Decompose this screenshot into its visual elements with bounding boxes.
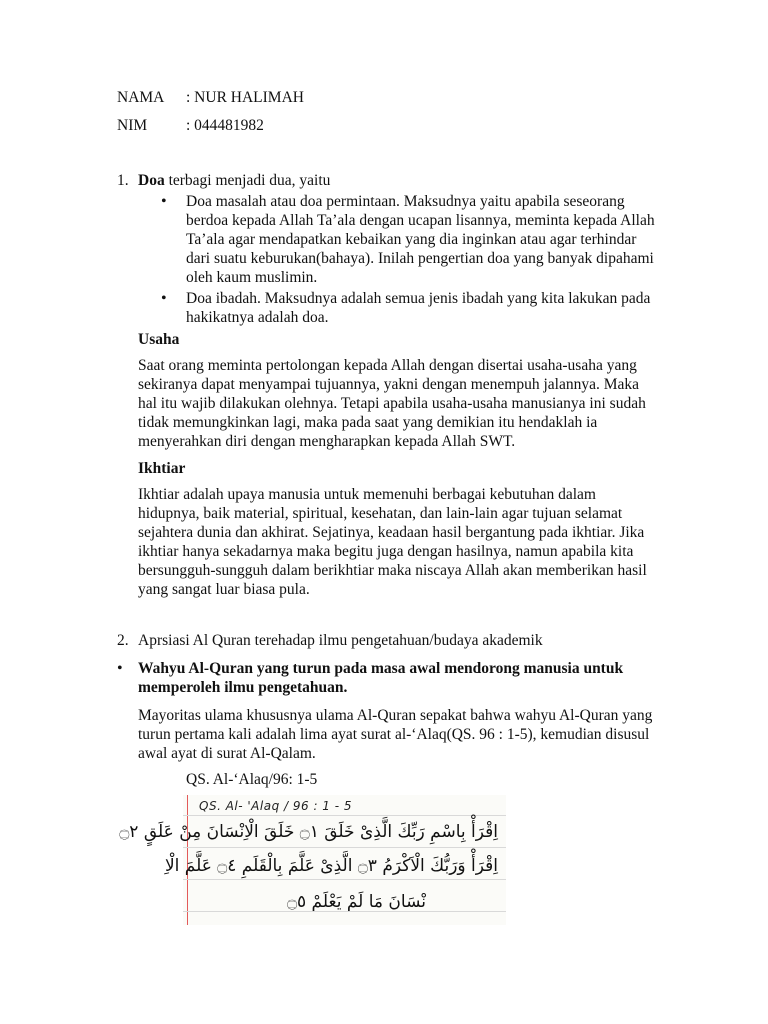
doa-bullet-ibadah: • Doa ibadah. Maksudnya adalah semua jenis ibadah yang kita lakukan pada hakikatnya adalah doa. — [186, 289, 656, 327]
handwritten-line-3: نْسَانَ مَا لَمْ يَعْلَمْ ۝٥ — [287, 892, 426, 912]
handwritten-line-1: اِقْرَأْ بِاسْمِ رَبِّكَ الَّذِىْ خَلَقَ ۝١ خَلَقَ الْاِنْسَانَ مِنْ عَلَقٍ ۝٢ — [119, 822, 498, 842]
handwritten-title: QS. Al- 'Alaq / 96 : 1 - 5 — [199, 799, 353, 813]
section-1-number: 1. — [117, 172, 129, 189]
section-2-bullet-marker: • — [117, 660, 123, 677]
nama-value: : NUR HALIMAH — [186, 89, 304, 106]
ikhtiar-paragraph: Ikhtiar adalah upaya manusia untuk memenuhi berbagai kebutuhan dalam hidupnya, baik material, spiritual, kesehatan, dan lain-lain agar tujuan selamat sejahtera dunia dan akhirat. Sejatinya, keadaan hasil bergantung pada ikhtiar. Jika ikhtiar hanya sekadarnya maka begitu juga dengan hasilnya, namun apabila kita bersungguh-sungguh dalam berikhtiar maka niscaya Allah akan memberikan hasil yang sangat luar biasa pula. — [138, 486, 647, 598]
nim-label: NIM — [117, 117, 148, 134]
nama-label: NAMA — [117, 89, 165, 106]
handwritten-line-2: اِقْرَأْ وَرَبُّكَ الْاَكْرَمُ ۝٣ الَّذِىْ عَلَّمَ بِالْقَلَمِ ۝٤ عَلَّمَ الْاِ — [164, 856, 498, 876]
ikhtiar-heading: Ikhtiar — [138, 460, 186, 477]
doa-term: Doa — [138, 172, 165, 189]
section-2-number: 2. — [117, 632, 129, 649]
wahyu-bullet: Wahyu Al-Quran yang turun pada masa awal mendorong manusia untuk memperoleh ilmu pengetahuan. — [138, 660, 624, 696]
handwritten-quran-image — [119, 795, 506, 925]
qs-caption: QS. Al-‘Alaq/96: 1-5 — [186, 771, 318, 788]
doa-lead-text: terbagi menjadi dua, yaitu — [164, 172, 331, 189]
nim-value: : 044481982 — [186, 117, 264, 134]
doa-bullet-list — [186, 192, 656, 327]
section-1-lead — [138, 171, 330, 190]
usaha-paragraph: Saat orang meminta pertolongan kepada Allah dengan disertai usaha-usaha yang sekiranya dapat menyampai tujuannya, yakni dengan menempuh jalannya. Maka hal itu wajib dilakukan olehnya. Tetapi apabila usaha-usaha manusianya ini sudah tidak memungkinkan lagi, maka pada saat yang demikian itu hendaklah ia menyerahkan diri dengan mengharapkan kepada Allah SWT. — [138, 357, 646, 450]
doa-bullet-permintaan: • Doa masalah atau doa permintaan. Maksudnya yaitu apabila seseorang berdoa kepada Allah Ta’ala dengan ucapan lisannya, meminta kepada Allah Ta’ala agar mendapatkan kebaikan yang dia inginkan atau agar terhindar dari suatu keburukan(bahaya). Inilah pengertian doa yang banyak dipahami oleh kaum muslimin. — [186, 192, 656, 287]
section-2-title: Aprsiasi Al Quran terehadap ilmu pengetahuan/budaya akademik — [138, 632, 543, 649]
usaha-heading: Usaha — [138, 331, 180, 348]
mayoritas-paragraph: Mayoritas ulama khususnya ulama Al-Quran sepakat bahwa wahyu Al-Quran yang turun pertama kali adalah lima ayat surat al-‘Alaq(QS. 96 : 1-5), kemudian disusul awal ayat di surat Al-Qalam. — [138, 707, 653, 762]
